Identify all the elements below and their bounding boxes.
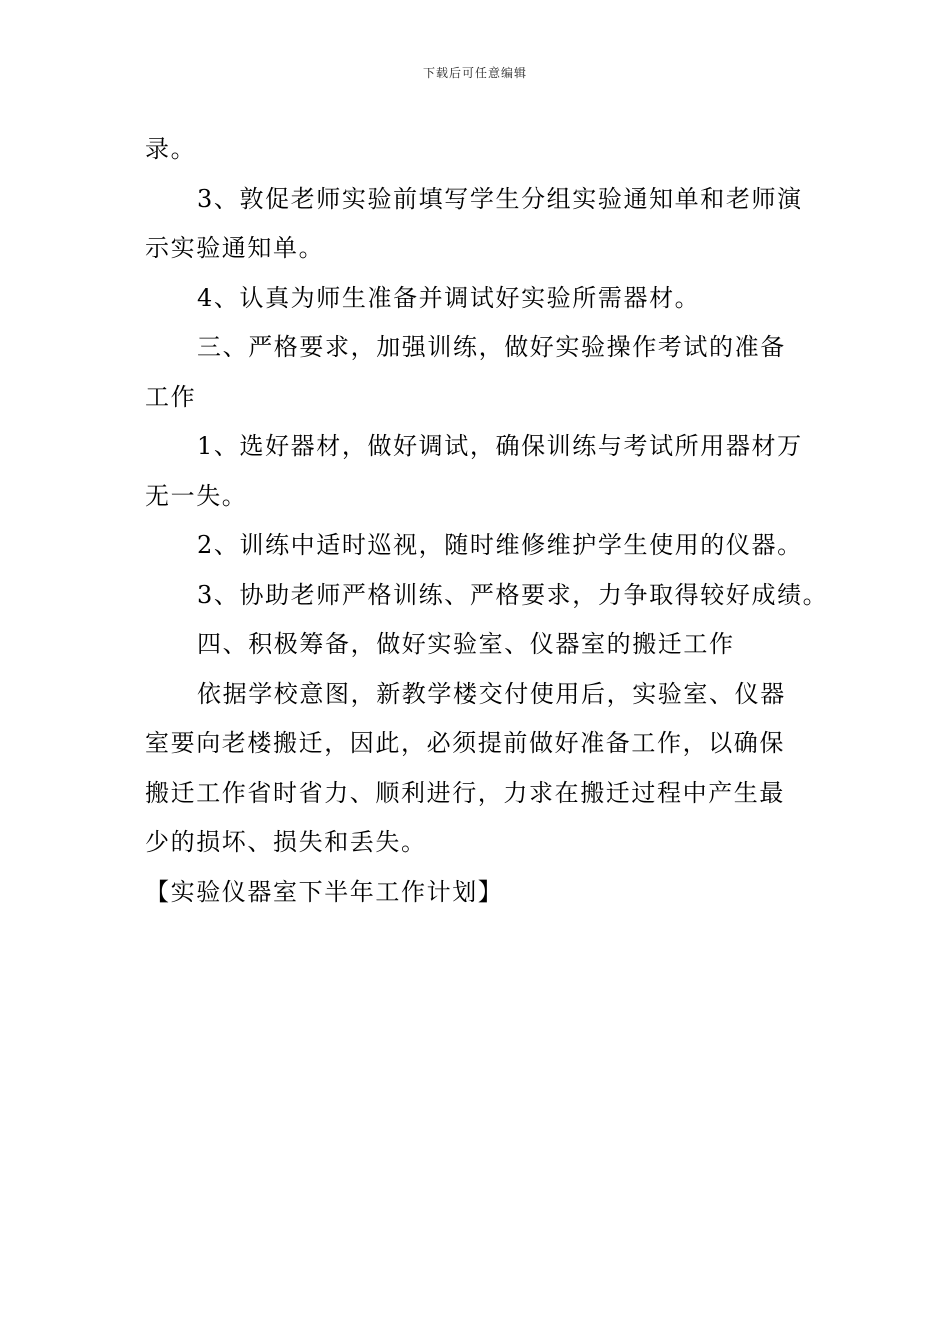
text-line-continuation: 无一失。 xyxy=(145,481,248,510)
text-line-item-3-notice: 3、敦促老师实验前填写学生分组实验通知单和老师演 xyxy=(197,184,803,213)
text-line-continuation: 少的损坏、损失和丢失。 xyxy=(145,828,427,856)
text-line-item-4-equipment: 4、认真为师生准备并调试好实验所需器材。 xyxy=(197,283,701,312)
text-line-item-2-patrol: 2、训练中适时巡视，随时维修维护学生使用的仪器。 xyxy=(197,531,803,559)
text-line-item-3-assist: 3、协助老师严格训练、严格要求，力争取得较好成绩。 xyxy=(197,580,829,609)
section-heading-3: 三、严格要求，加强训练，做好实验操作考试的准备 xyxy=(197,333,786,361)
text-line-continuation: 搬迁工作省时省力、顺利进行，力求在搬迁过程中产生最 xyxy=(145,778,785,807)
text-line-item-1-select: 1、选好器材，做好调试，确保训练与考试所用器材万 xyxy=(197,432,803,460)
document-body xyxy=(145,125,829,917)
document-footer-title: 【实验仪器室下半年工作计划】 xyxy=(145,877,504,906)
text-line-continuation: 室要向老楼搬迁，因此，必须提前做好准备工作，以确保 xyxy=(145,729,785,757)
text-line-continuation: 录。 xyxy=(145,135,197,163)
text-line-continuation: 示实验通知单。 xyxy=(145,234,325,262)
text-line-continuation: 工作 xyxy=(145,382,197,411)
text-line-relocation: 依据学校意图，新教学楼交付使用后，实验室、仪器 xyxy=(197,679,786,708)
section-heading-4: 四、积极筹备，做好实验室、仪器室的搬迁工作 xyxy=(197,630,735,658)
page-header: 下载后可任意编辑 xyxy=(422,66,527,80)
